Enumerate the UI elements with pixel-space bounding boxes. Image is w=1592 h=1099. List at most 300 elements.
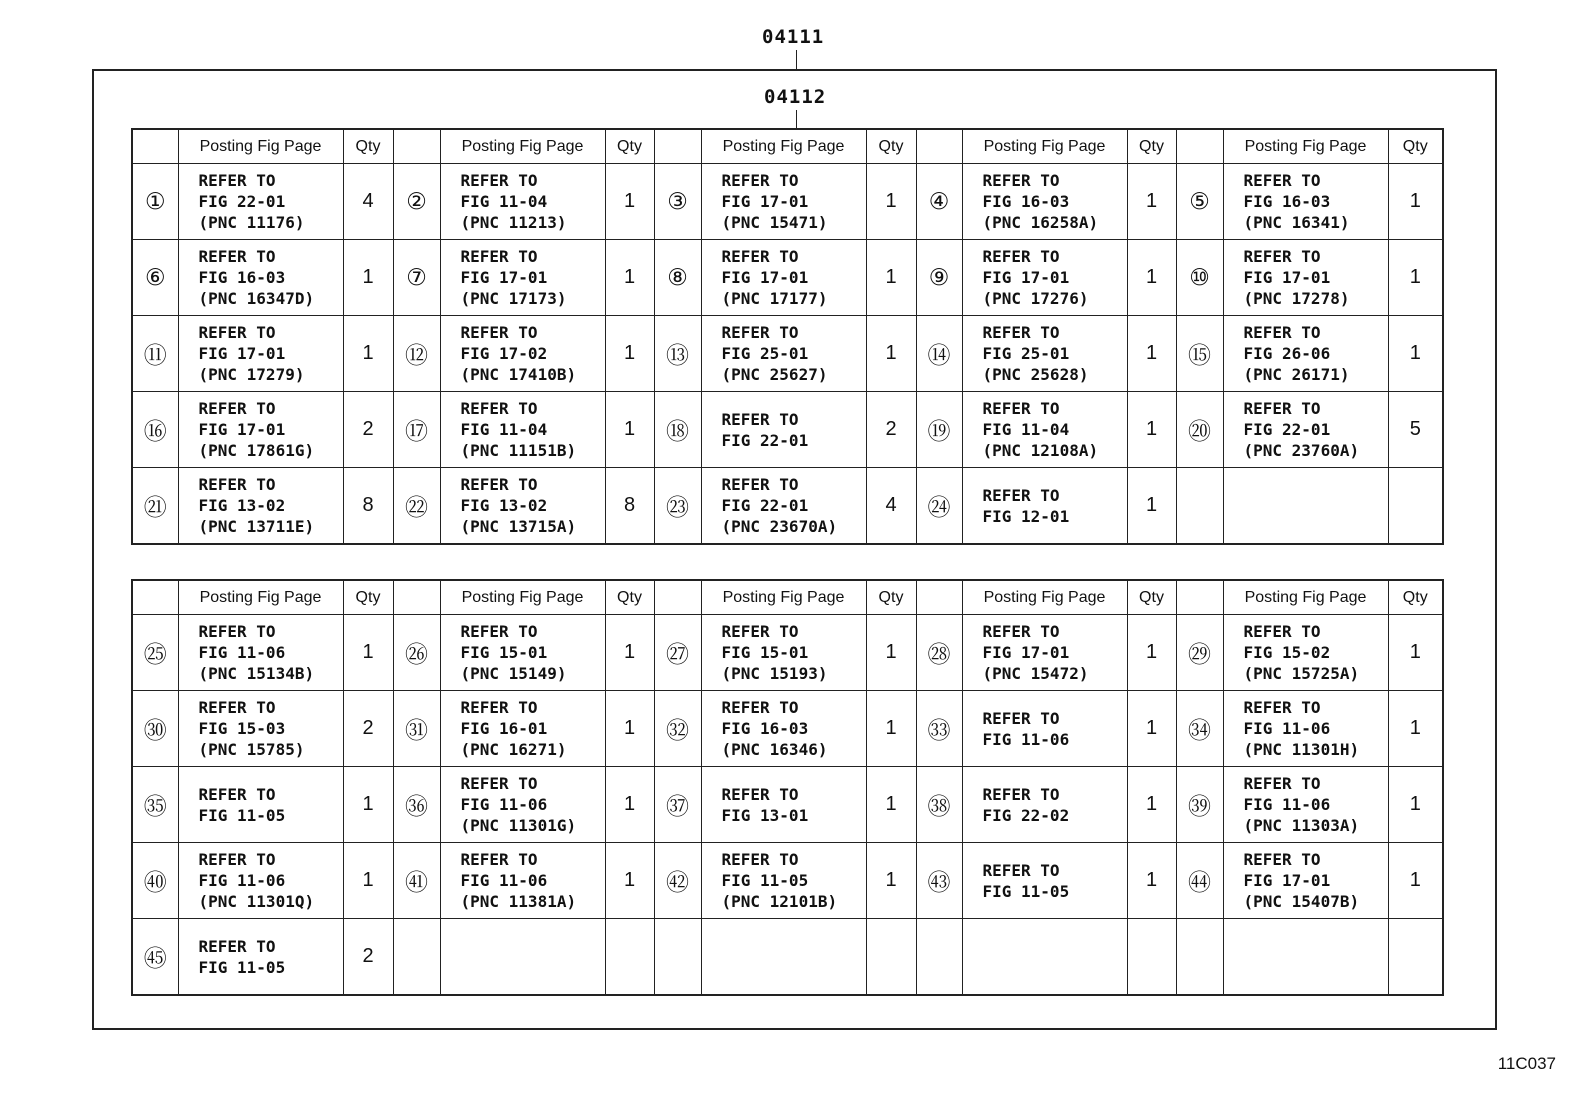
reference-line: FIG 17-02 [460,344,548,363]
reference-line: (PNC 11301Q) [198,892,315,911]
reference-line: REFER TO [460,622,538,641]
header-posting: Posting Fig Page [1223,129,1388,164]
header-qty: Qty [1388,580,1443,615]
header-posting: Posting Fig Page [178,580,343,615]
part-number: ㉖ [393,615,440,691]
reference-line: (PNC 16258A) [982,213,1099,232]
reference-line: FIG 11-05 [198,805,286,825]
reference-line: FIG 12-01 [982,506,1070,526]
posting-reference [962,240,1127,316]
reference-line: REFER TO [721,698,799,717]
reference-line: REFER TO [982,323,1060,342]
quantity: 4 [343,164,393,240]
reference-line: FIG 17-01 [198,344,286,363]
quantity: 1 [343,767,393,843]
reference-line: (PNC 17410B) [460,365,577,384]
posting-reference [178,615,343,691]
part-number [916,919,962,996]
reference-line: (PNC 23670A) [721,517,838,536]
reference-line: FIG 11-06 [460,795,548,814]
posting-reference [1223,468,1388,545]
header-posting: Posting Fig Page [440,580,605,615]
posting-reference [962,767,1127,843]
posting-reference [962,691,1127,767]
reference-line: (PNC 11303A) [1243,816,1360,835]
part-number: ㊷ [654,843,701,919]
reference-line: REFER TO [982,622,1060,641]
quantity: 1 [605,240,654,316]
reference-line: REFER TO [198,784,276,804]
part-number: ⑩ [1176,240,1223,316]
quantity [1388,468,1443,545]
part-number: ㊱ [393,767,440,843]
reference-line: REFER TO [460,399,538,418]
part-number: ⑲ [916,392,962,468]
reference-line: FIG 11-06 [1243,795,1331,814]
reference-line: REFER TO [198,622,276,641]
posting-reference [178,392,343,468]
part-number: ㉚ [132,691,178,767]
reference-line: REFER TO [198,171,276,190]
reference-line: REFER TO [982,171,1060,190]
header-blank [916,129,962,164]
reference-line: REFER TO [460,698,538,717]
reference-line: REFER TO [1243,171,1321,190]
reference-line: (PNC 15134B) [198,664,315,683]
reference-line: REFER TO [982,708,1060,728]
reference-line: REFER TO [721,784,799,804]
posting-reference [440,919,605,996]
quantity: 1 [1127,691,1176,767]
posting-reference [178,843,343,919]
reference-line: (PNC 16347D) [198,289,315,308]
reference-line: (PNC 16271) [460,740,567,759]
reference-line: REFER TO [460,475,538,494]
reference-line: FIG 16-01 [460,719,548,738]
posting-reference [962,164,1127,240]
part-number: ㉒ [393,468,440,545]
header-qty: Qty [1127,580,1176,615]
posting-reference [1223,240,1388,316]
header-posting: Posting Fig Page [178,129,343,164]
reference-line: REFER TO [982,247,1060,266]
reference-line: FIG 11-04 [460,420,548,439]
quantity: 1 [866,316,916,392]
reference-line: REFER TO [982,860,1060,880]
part-number: ⑰ [393,392,440,468]
reference-line: REFER TO [721,247,799,266]
header-qty: Qty [605,129,654,164]
reference-line: (PNC 17173) [460,289,567,308]
quantity: 1 [1388,240,1443,316]
posting-reference [440,468,605,545]
reference-line: (PNC 16341) [1243,213,1350,232]
part-number: ④ [916,164,962,240]
table-row [132,164,1443,240]
posting-reference [962,615,1127,691]
quantity: 1 [1127,767,1176,843]
table-row [132,767,1443,843]
reference-line: FIG 13-01 [721,805,809,825]
quantity: 4 [866,468,916,545]
reference-line: FIG 17-01 [198,420,286,439]
part-number: ㉛ [393,691,440,767]
table-row [132,843,1443,919]
reference-line: FIG 11-06 [460,871,548,890]
reference-line: FIG 25-01 [982,344,1070,363]
table-row [132,468,1443,545]
part-number: ㉓ [654,468,701,545]
header-posting: Posting Fig Page [701,129,866,164]
posting-reference [701,615,866,691]
posting-reference [440,615,605,691]
part-number: ㉔ [916,468,962,545]
reference-line: (PNC 12101B) [721,892,838,911]
reference-line: REFER TO [460,850,538,869]
part-number: ⑯ [132,392,178,468]
posting-reference [701,468,866,545]
reference-line: (PNC 15472) [982,664,1089,683]
header-qty: Qty [866,129,916,164]
reference-line: FIG 22-01 [198,192,286,211]
header-posting: Posting Fig Page [440,129,605,164]
quantity: 1 [866,164,916,240]
reference-line: FIG 13-02 [460,496,548,515]
parts-table-1 [131,128,1444,545]
part-number: ㉘ [916,615,962,691]
reference-line: REFER TO [982,399,1060,418]
reference-line: REFER TO [721,850,799,869]
header-posting: Posting Fig Page [701,580,866,615]
header-blank [916,580,962,615]
reference-line: REFER TO [198,850,276,869]
reference-line: FIG 16-03 [1243,192,1331,211]
posting-reference [178,468,343,545]
reference-line: FIG 17-01 [982,643,1070,662]
posting-reference [701,767,866,843]
part-number: ⑭ [916,316,962,392]
part-number: ㉜ [654,691,701,767]
part-number: ㊺ [132,919,178,996]
reference-line: (PNC 15785) [198,740,305,759]
table-row [132,615,1443,691]
reference-line: REFER TO [198,936,276,956]
reference-line: (PNC 17177) [721,289,828,308]
part-number [1176,919,1223,996]
reference-line: (PNC 17276) [982,289,1089,308]
reference-line: REFER TO [721,171,799,190]
posting-reference [178,767,343,843]
quantity: 1 [866,767,916,843]
posting-reference [962,392,1127,468]
part-number: ③ [654,164,701,240]
figure-code: 11C037 [1497,1054,1556,1073]
part-number [393,919,440,996]
header-blank [393,580,440,615]
posting-reference [440,392,605,468]
reference-line: REFER TO [460,774,538,793]
reference-line: REFER TO [721,323,799,342]
posting-reference [178,164,343,240]
reference-line: FIG 15-02 [1243,643,1331,662]
reference-line: FIG 17-01 [982,268,1070,287]
quantity: 1 [866,615,916,691]
table-row [132,919,1443,996]
reference-line: (PNC 17279) [198,365,305,384]
posting-reference [440,164,605,240]
posting-reference [440,767,605,843]
header-blank [132,129,178,164]
reference-line: REFER TO [721,475,799,494]
part-number: ⑮ [1176,316,1223,392]
part-number: ⑳ [1176,392,1223,468]
reference-line: FIG 17-01 [1243,268,1331,287]
reference-line: (PNC 23760A) [1243,441,1360,460]
posting-reference [1223,919,1388,996]
quantity: 1 [1127,468,1176,545]
table-row [132,691,1443,767]
reference-line: FIG 26-06 [1243,344,1331,363]
header-qty: Qty [1127,129,1176,164]
part-number: ㊹ [1176,843,1223,919]
quantity: 1 [605,316,654,392]
reference-line: FIG 11-05 [721,871,809,890]
quantity: 1 [605,615,654,691]
reference-line: FIG 15-01 [460,643,548,662]
reference-line: REFER TO [198,698,276,717]
reference-line: (PNC 15149) [460,664,567,683]
reference-line: REFER TO [982,784,1060,804]
quantity: 1 [343,240,393,316]
posting-reference [440,691,605,767]
quantity: 1 [1388,691,1443,767]
header-blank [654,129,701,164]
reference-line: FIG 11-06 [982,729,1070,749]
part-number: ㊸ [916,843,962,919]
quantity: 8 [343,468,393,545]
reference-line: (PNC 13711E) [198,517,315,536]
reference-line: FIG 22-02 [982,805,1070,825]
part-number: ㊵ [132,843,178,919]
part-number: ㉟ [132,767,178,843]
reference-line: REFER TO [1243,622,1321,641]
posting-reference [178,919,343,996]
quantity: 1 [343,843,393,919]
reference-line: (PNC 25628) [982,365,1089,384]
part-number: ㉗ [654,615,701,691]
reference-line: (PNC 15725A) [1243,664,1360,683]
reference-line: REFER TO [1243,247,1321,266]
part-number [1176,468,1223,545]
part-number: ㉝ [916,691,962,767]
quantity: 1 [1388,615,1443,691]
leader-line [796,50,797,70]
posting-reference [1223,767,1388,843]
quantity: 1 [343,316,393,392]
reference-line: FIG 22-01 [1243,420,1331,439]
posting-reference [701,316,866,392]
reference-line: REFER TO [1243,774,1321,793]
reference-line: FIG 17-01 [721,268,809,287]
header-row [132,580,1443,615]
part-number: ㉕ [132,615,178,691]
reference-line: (PNC 15407B) [1243,892,1360,911]
part-number: ⑨ [916,240,962,316]
reference-line: FIG 16-03 [198,268,286,287]
reference-line: REFER TO [1243,323,1321,342]
reference-line: REFER TO [198,475,276,494]
quantity: 1 [866,691,916,767]
part-number: ㊲ [654,767,701,843]
quantity: 1 [1127,240,1176,316]
assembly-label-04112: 04112 [764,86,827,108]
reference-line: FIG 22-01 [721,496,809,515]
part-number: ⑱ [654,392,701,468]
reference-line: FIG 17-01 [1243,871,1331,890]
posting-reference [1223,615,1388,691]
reference-line: (PNC 17861G) [198,441,315,460]
quantity: 1 [1388,316,1443,392]
header-blank [1176,129,1223,164]
quantity: 2 [343,919,393,996]
reference-line: (PNC 15193) [721,664,828,683]
quantity: 1 [605,392,654,468]
posting-reference [701,691,866,767]
part-number: ㊳ [916,767,962,843]
header-qty: Qty [1388,129,1443,164]
header-qty: Qty [343,129,393,164]
posting-reference [701,240,866,316]
reference-line: REFER TO [198,399,276,418]
part-number: ⑥ [132,240,178,316]
reference-line: REFER TO [198,323,276,342]
posting-reference [701,392,866,468]
reference-line: REFER TO [982,485,1060,505]
reference-line: (PNC 11301G) [460,816,577,835]
reference-line: (PNC 17278) [1243,289,1350,308]
reference-line: REFER TO [460,247,538,266]
part-number: ⑤ [1176,164,1223,240]
assembly-label-04111: 04111 [762,26,825,48]
posting-reference [440,316,605,392]
reference-line: FIG 16-03 [721,719,809,738]
reference-line: REFER TO [198,247,276,266]
header-blank [393,129,440,164]
reference-line: FIG 11-05 [982,881,1070,901]
posting-reference [962,316,1127,392]
reference-line: (PNC 11151B) [460,441,577,460]
part-number: ⑪ [132,316,178,392]
part-number: ㉑ [132,468,178,545]
posting-reference [1223,316,1388,392]
table-row [132,392,1443,468]
reference-line: (PNC 26171) [1243,365,1350,384]
quantity: 2 [866,392,916,468]
quantity: 1 [1127,843,1176,919]
reference-line: FIG 16-03 [982,192,1070,211]
part-number [654,919,701,996]
reference-line: REFER TO [1243,850,1321,869]
posting-reference [701,164,866,240]
posting-reference [178,691,343,767]
posting-reference [1223,691,1388,767]
quantity: 1 [1388,767,1443,843]
part-number: ㊶ [393,843,440,919]
leader-line [796,110,797,129]
reference-line: FIG 15-01 [721,643,809,662]
quantity: 1 [343,615,393,691]
quantity [605,919,654,996]
quantity: 1 [1127,615,1176,691]
reference-line: (PNC 25627) [721,365,828,384]
quantity: 1 [605,164,654,240]
part-number: ⑬ [654,316,701,392]
reference-line: REFER TO [460,323,538,342]
header-posting: Posting Fig Page [962,580,1127,615]
table-row [132,316,1443,392]
header-qty: Qty [605,580,654,615]
reference-line: FIG 22-01 [721,430,809,450]
quantity: 1 [605,691,654,767]
reference-line: FIG 11-05 [198,957,286,977]
quantity: 1 [1127,164,1176,240]
posting-reference [701,843,866,919]
reference-line: FIG 11-06 [198,871,286,890]
quantity: 1 [1388,164,1443,240]
part-number: ㊴ [1176,767,1223,843]
header-posting: Posting Fig Page [1223,580,1388,615]
reference-line: FIG 11-06 [1243,719,1331,738]
reference-line: FIG 11-06 [198,643,286,662]
posting-reference [178,240,343,316]
part-number: ㉙ [1176,615,1223,691]
part-number: ㉞ [1176,691,1223,767]
reference-line: REFER TO [721,409,799,429]
quantity: 1 [1388,843,1443,919]
reference-line: (PNC 11301H) [1243,740,1360,759]
posting-reference [962,843,1127,919]
reference-line: (PNC 11176) [198,213,305,232]
reference-line: FIG 11-04 [460,192,548,211]
reference-line: (PNC 12108A) [982,441,1099,460]
posting-reference [962,468,1127,545]
reference-line: FIG 17-01 [460,268,548,287]
posting-reference [440,843,605,919]
quantity: 1 [605,767,654,843]
quantity [866,919,916,996]
reference-line: REFER TO [721,622,799,641]
reference-line: (PNC 11381A) [460,892,577,911]
quantity: 1 [866,240,916,316]
part-number: ⑧ [654,240,701,316]
reference-line: FIG 17-01 [721,192,809,211]
posting-reference [1223,843,1388,919]
reference-line: FIG 15-03 [198,719,286,738]
reference-line: (PNC 11213) [460,213,567,232]
header-blank [1176,580,1223,615]
quantity: 8 [605,468,654,545]
header-qty: Qty [343,580,393,615]
part-number: ⑦ [393,240,440,316]
quantity: 1 [866,843,916,919]
reference-line: FIG 25-01 [721,344,809,363]
posting-reference [1223,164,1388,240]
part-number: ⑫ [393,316,440,392]
posting-reference [701,919,866,996]
quantity [1388,919,1443,996]
part-number: ② [393,164,440,240]
quantity: 2 [343,392,393,468]
